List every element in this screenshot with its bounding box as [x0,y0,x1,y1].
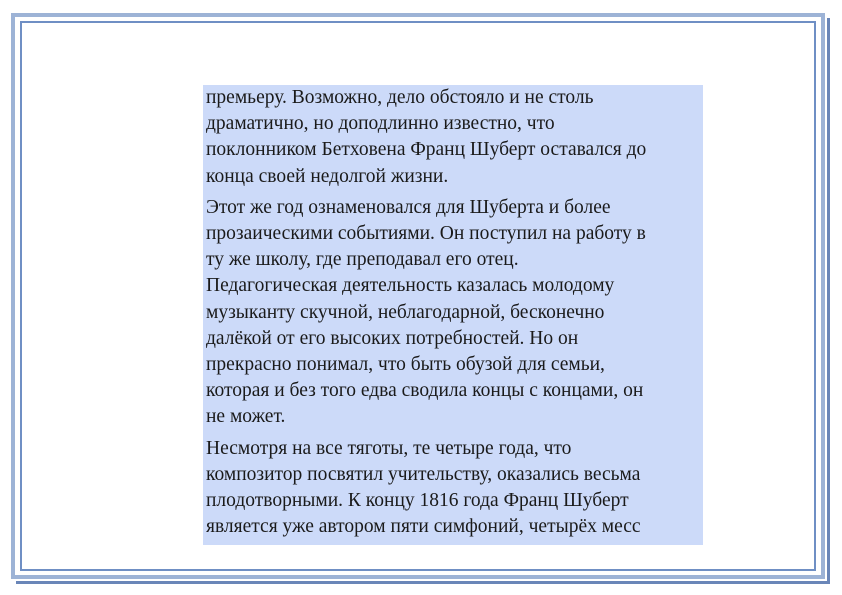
text-line: плодотворными. К концу 1816 года Франц Шуберт [206,490,629,512]
text-line: Педагогическая деятельность казалась молодому [206,275,615,297]
text-line: прозаическими событиями. Он поступил на работу в [206,223,646,245]
paragraph-1 [206,85,701,190]
paragraph-3 [206,436,701,541]
text-line: ту же школу, где преподавал его отец. [206,249,519,271]
text-box [203,85,703,545]
text-line: не может. [206,406,286,428]
text-line: драматично, но доподлинно известно, что [206,113,555,135]
text-line: конца своей недолгой жизни. [206,165,449,187]
text-line: Этот же год ознаменовался для Шуберта и более [206,196,611,218]
text-line: премьеру. Возможно, дело обстояло и не столь [206,87,594,108]
text-line: далёкой от его высоких потребностей. Но он [206,327,579,349]
text-line: музыканту скучной, неблагодарной, бесконечно [206,301,605,323]
text-line: Несмотря на все тяготы, те четыре года, что [206,437,572,459]
paragraph-2 [206,195,701,431]
text-line: прекрасно понимал, что быть обузой для семьи, [206,354,605,376]
text-line: композитор посвятил учительству, оказались весьма [206,463,641,485]
text-line: которая и без того едва сводила концы с концами, он [206,380,644,402]
text-line: поклонником Бетховена Франц Шуберт оставался до [206,139,647,161]
text-line: является уже автором пяти симфоний, четырёх месс [206,516,641,538]
